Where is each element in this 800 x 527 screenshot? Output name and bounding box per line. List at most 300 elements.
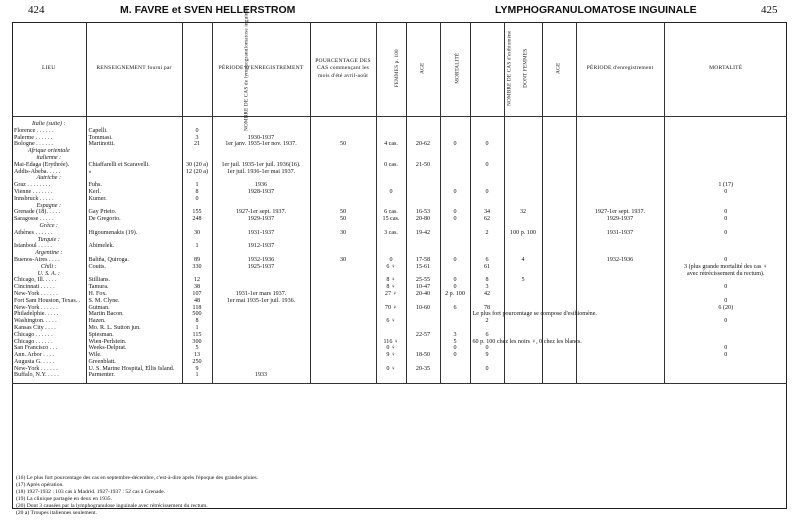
table-cell <box>470 237 504 244</box>
table-cell: Wile. <box>86 352 182 359</box>
table-cell: 0 <box>664 230 787 237</box>
table-cell: 0 <box>664 284 787 291</box>
table-cell <box>376 325 406 332</box>
table-cell: 118 <box>182 305 212 312</box>
table-cell: Grenade (18). . . . . <box>14 209 61 216</box>
col-header: MORTALITÉ <box>664 22 787 117</box>
table-cell: 9 ♀ <box>376 352 406 359</box>
table-cell <box>406 169 440 176</box>
table-cell <box>504 352 542 359</box>
table-cell <box>470 169 504 176</box>
table-cell <box>310 237 376 244</box>
table-cell: Buenos-Aires . . . . <box>14 256 60 263</box>
table-cell <box>440 121 470 128</box>
table-cell <box>576 243 664 250</box>
table-cell: Martin Bacon. <box>86 311 182 318</box>
table-cell <box>504 203 542 210</box>
table-cell <box>86 237 182 244</box>
table-cell: S. M. Clyne. <box>86 298 182 305</box>
table-cell: Innsbruck . . . . . <box>14 195 54 202</box>
col-header: LIEU <box>12 22 86 117</box>
table-cell <box>406 243 440 250</box>
table-cell: 0 <box>664 318 787 325</box>
table-cell <box>406 175 440 182</box>
table-row <box>12 298 787 305</box>
table-cell: Stillians. <box>86 277 182 284</box>
table-cell: 0 <box>470 141 504 148</box>
table-cell <box>504 291 542 298</box>
table-cell <box>212 155 310 162</box>
table-body <box>12 117 787 384</box>
table-row <box>12 352 787 359</box>
table-cell <box>406 359 440 366</box>
table-cell: 1931-1937 <box>576 230 664 237</box>
table-cell <box>376 359 406 366</box>
table-cell: De Gregorio. <box>86 216 182 223</box>
table-cell: 1933 <box>212 372 310 379</box>
table-cell <box>504 182 542 189</box>
table-cell: 60 p. 100 chez les noirs ♀, 0 chez les blancs. <box>470 339 504 346</box>
table-cell: avec rétrécissement du rectum). <box>664 271 787 278</box>
table-cell <box>406 121 440 128</box>
table-cell <box>440 359 470 366</box>
table-cell: 27 ♀ <box>376 291 406 298</box>
table-cell <box>576 237 664 244</box>
table-cell: Argentine : <box>35 250 63 257</box>
table-cell: Italie (suite) : <box>31 121 66 127</box>
table-cell: 8 <box>470 277 504 284</box>
table-cell <box>542 237 576 244</box>
table-cell <box>310 223 376 230</box>
section-row <box>12 271 787 278</box>
table-cell: 0 <box>440 209 470 216</box>
table-cell: Chiaffarelli et Scaravelli. <box>86 162 182 169</box>
table-cell <box>310 284 376 291</box>
table-cell <box>470 128 504 135</box>
table-cell: 12 <box>182 277 212 284</box>
table-cell <box>542 223 576 230</box>
table-cell <box>576 141 664 148</box>
table-cell <box>542 175 576 182</box>
table-cell: 21 <box>182 141 212 148</box>
table-cell <box>310 325 376 332</box>
table-cell: 0 <box>440 189 470 196</box>
table-cell: 250 <box>182 359 212 366</box>
table-cell: 0 <box>664 209 787 216</box>
table-cell <box>212 271 310 278</box>
table-cell <box>542 372 576 379</box>
table-cell <box>576 284 664 291</box>
table-cell: Augusta G. . . . . <box>14 358 54 365</box>
table-cell <box>664 291 787 298</box>
table-cell <box>406 182 440 189</box>
table-row <box>12 243 787 250</box>
table-cell: 32 <box>504 209 542 216</box>
table-cell <box>406 189 440 196</box>
table-row <box>12 169 787 176</box>
table-cell <box>182 175 212 182</box>
table-cell <box>576 352 664 359</box>
table-cell <box>376 372 406 379</box>
table-cell <box>504 332 542 339</box>
table-cell <box>542 291 576 298</box>
table-cell <box>406 345 440 352</box>
table-cell: 248 <box>182 216 212 223</box>
table-cell: Kerl. <box>86 189 182 196</box>
table-cell <box>212 196 310 203</box>
table-cell <box>542 243 576 250</box>
table-cell <box>310 203 376 210</box>
table-cell <box>212 121 310 128</box>
table-cell: 6 <box>470 257 504 264</box>
table-cell <box>440 298 470 305</box>
table-cell <box>664 366 787 373</box>
table-cell <box>664 359 787 366</box>
table-cell <box>310 311 376 318</box>
table-cell: 6 (20) <box>664 305 787 312</box>
table-cell: 3 <box>470 284 504 291</box>
table-cell: 0 cas. <box>376 162 406 169</box>
table-cell <box>470 175 504 182</box>
table-cell: Espagne : <box>36 202 62 209</box>
table-cell: Kansas City . . . . <box>14 324 56 331</box>
table-cell <box>376 271 406 278</box>
table-cell <box>212 237 310 244</box>
table-cell <box>470 223 504 230</box>
table-cell: 4 <box>504 257 542 264</box>
table-cell <box>470 243 504 250</box>
table-cell <box>86 148 182 155</box>
table-cell: Istanboul . . . . . <box>14 243 52 250</box>
table-cell <box>212 223 310 230</box>
table-cell <box>406 155 440 162</box>
section-row <box>12 237 787 244</box>
table-cell <box>664 332 787 339</box>
section-row <box>12 121 787 128</box>
table-cell <box>504 196 542 203</box>
table-cell: 50 <box>310 216 376 223</box>
table-cell <box>664 250 787 257</box>
table-cell <box>310 345 376 352</box>
table-cell <box>504 135 542 142</box>
table-cell: Coutts. <box>86 264 182 271</box>
table-cell: 116 ♀ <box>376 339 406 346</box>
table-cell <box>504 366 542 373</box>
table-cell <box>470 271 504 278</box>
table-cell <box>406 203 440 210</box>
table-cell <box>542 135 576 142</box>
table-cell <box>440 223 470 230</box>
table-cell: Chicago, Ill. . . . . <box>14 277 57 284</box>
table-cell <box>440 175 470 182</box>
table-cell <box>376 196 406 203</box>
table-cell: 1936 <box>212 182 310 189</box>
table-cell <box>310 264 376 271</box>
table-cell <box>576 182 664 189</box>
col-header: NOMBRE DE CAS de lymphogranulomatose inguinale <box>182 22 212 117</box>
table-cell <box>504 121 542 128</box>
table-cell <box>576 339 664 346</box>
table-cell <box>212 339 310 346</box>
table-cell: 10-47 <box>406 284 440 291</box>
table-cell: 1 (17) <box>664 182 787 189</box>
table-row <box>12 305 787 312</box>
col-header: DONT FEMMES <box>504 22 542 117</box>
table-cell <box>664 277 787 284</box>
table-cell: 0 <box>664 345 787 352</box>
table-cell: 500 <box>182 311 212 318</box>
table-cell: Graz . . . . . . . . <box>14 182 51 189</box>
table-cell <box>542 359 576 366</box>
footnote: (20 a) Troupes italiennes seulement. <box>16 509 97 516</box>
table-cell <box>310 162 376 169</box>
table-cell <box>376 298 406 305</box>
table-cell <box>376 311 406 318</box>
table-cell: 4 cas. <box>376 141 406 148</box>
table-cell: 0 <box>440 257 470 264</box>
table-cell <box>86 155 182 162</box>
table-cell <box>542 203 576 210</box>
table-cell <box>310 339 376 346</box>
col-header: POURCENTAGE DES CAS commençant les mois d'été avril-août <box>310 22 376 117</box>
table-cell <box>542 209 576 216</box>
table-cell <box>504 141 542 148</box>
table-cell: Hazen. <box>86 318 182 325</box>
col-header: PÉRIODE D'ENREGISTREMENT <box>212 22 310 117</box>
table-cell: Mo. R. L. Sutton jun. <box>86 325 182 332</box>
table-cell <box>310 332 376 339</box>
table-cell: 0 <box>376 257 406 264</box>
table-cell: 30 (20 a) <box>182 162 212 169</box>
table-cell <box>542 121 576 128</box>
table-row <box>12 230 787 237</box>
table-cell <box>504 216 542 223</box>
section-row <box>12 148 787 155</box>
table-cell: 0 <box>664 189 787 196</box>
table-cell <box>310 175 376 182</box>
table-row <box>12 277 787 284</box>
table-cell: 1912-1937 <box>212 243 310 250</box>
table-cell: 5 <box>440 339 470 346</box>
table-cell <box>542 318 576 325</box>
table-cell <box>310 155 376 162</box>
table-cell <box>504 318 542 325</box>
table-cell: 100 p. 100 <box>504 230 542 237</box>
table-row <box>12 196 787 203</box>
table-cell: 1932-1936 <box>576 257 664 264</box>
table-cell: Addis-Abeba. . . . . <box>14 168 61 175</box>
table-cell <box>310 366 376 373</box>
table-cell <box>212 318 310 325</box>
table-cell <box>504 359 542 366</box>
table-cell: 0 <box>440 345 470 352</box>
table-cell: 0 <box>182 196 212 203</box>
table-cell <box>182 121 212 128</box>
footnote: (19) La clinique partagée en deux en 1935. <box>16 495 112 502</box>
table-cell <box>406 271 440 278</box>
table-cell <box>440 250 470 257</box>
table-cell: New-York . . . . . . <box>14 365 58 372</box>
table-cell <box>310 243 376 250</box>
table-cell <box>576 196 664 203</box>
table-cell <box>212 148 310 155</box>
table-cell: 5 <box>504 277 542 284</box>
table-cell: 34 <box>470 209 504 216</box>
table-cell <box>376 155 406 162</box>
table-row <box>12 372 787 379</box>
table-cell <box>664 148 787 155</box>
table-cell <box>470 298 504 305</box>
table-cell <box>664 155 787 162</box>
table-cell <box>576 366 664 373</box>
table-cell: 115 <box>182 332 212 339</box>
table-cell <box>406 325 440 332</box>
table-cell: 70 ♀ <box>376 305 406 312</box>
table-cell: Chicago . . . . . . <box>14 338 53 345</box>
table-cell: 0 <box>664 216 787 223</box>
table-cell: 1 <box>182 372 212 379</box>
table-cell <box>376 250 406 257</box>
table-cell: 0 <box>376 189 406 196</box>
table-cell <box>182 203 212 210</box>
table-cell <box>310 196 376 203</box>
section-row <box>12 264 787 271</box>
table-cell <box>310 135 376 142</box>
table-cell <box>504 155 542 162</box>
table-cell <box>440 237 470 244</box>
table-cell: 30 <box>310 257 376 264</box>
table-cell: 15-61 <box>406 264 440 271</box>
table-cell <box>664 243 787 250</box>
table-cell: 0 <box>664 257 787 264</box>
table-cell: Autriche : <box>36 175 62 182</box>
table-row <box>12 162 787 169</box>
table-cell <box>182 250 212 257</box>
table-cell <box>664 203 787 210</box>
table-cell: Higoumenakis (19). <box>86 230 182 237</box>
table-cell <box>664 223 787 230</box>
table-cell <box>504 372 542 379</box>
table-cell <box>406 223 440 230</box>
table-cell <box>470 359 504 366</box>
table-cell: 1925-1937 <box>212 264 310 271</box>
table-cell <box>212 325 310 332</box>
table-cell: 0 ♀ <box>376 345 406 352</box>
table-row <box>12 216 787 223</box>
table-cell: 20-62 <box>406 141 440 148</box>
table-cell: 30 <box>182 230 212 237</box>
footnote: (16) Le plus fort pourcentage des cas en septembre-décembre, c'est-à-dire après l'époque des grandes pluies. <box>16 475 259 481</box>
table-cell <box>504 237 542 244</box>
table-cell <box>542 148 576 155</box>
table-cell: U. S. Marine Hospital, Ellis Island. <box>86 366 182 373</box>
table-cell <box>310 298 376 305</box>
table-cell <box>576 291 664 298</box>
table-cell: Fuhs. <box>86 182 182 189</box>
table-cell: 20-80 <box>406 216 440 223</box>
table-cell: 107 <box>182 291 212 298</box>
table-cell <box>212 203 310 210</box>
table-row <box>12 182 787 189</box>
table-cell: 21-50 <box>406 162 440 169</box>
table-cell <box>576 128 664 135</box>
table-cell <box>576 148 664 155</box>
table-row <box>12 332 787 339</box>
table-cell: Bologne . . . . . . <box>14 141 53 148</box>
table-cell: 6 <box>440 305 470 312</box>
table-cell: 155 <box>182 209 212 216</box>
table-cell: 1932-1936 <box>212 257 310 264</box>
table-cell: New-York . . . . . . <box>14 304 58 311</box>
table-cell <box>504 223 542 230</box>
table-cell <box>542 332 576 339</box>
table-cell <box>440 148 470 155</box>
table-cell <box>310 148 376 155</box>
table-cell <box>470 155 504 162</box>
table-cell <box>542 141 576 148</box>
table-cell <box>212 277 310 284</box>
table-cell: 1927-1er sept. 1937. <box>576 209 664 216</box>
table-cell <box>406 250 440 257</box>
table-cell <box>470 121 504 128</box>
table-cell <box>440 318 470 325</box>
table-cell <box>310 169 376 176</box>
table-cell <box>542 345 576 352</box>
table-cell <box>504 345 542 352</box>
section-row <box>12 175 787 182</box>
table-cell <box>470 182 504 189</box>
table-cell <box>576 345 664 352</box>
table-cell <box>376 203 406 210</box>
table-cell <box>542 182 576 189</box>
table-cell <box>406 298 440 305</box>
col-header: PÉRIODE d'enregistrement <box>576 22 664 117</box>
table-cell: 48 <box>182 298 212 305</box>
table-cell: Saragosse . . . . . <box>14 216 54 223</box>
table-cell <box>440 230 470 237</box>
table-cell <box>440 325 470 332</box>
table-cell: Grèce : <box>39 222 58 229</box>
table-cell <box>212 359 310 366</box>
table-cell: Le plus fort pourcentage se compose d'esthiomène. <box>470 311 504 318</box>
table-cell: 3 cas. <box>376 230 406 237</box>
table-cell: 0 <box>440 141 470 148</box>
table-cell <box>664 169 787 176</box>
table-cell: 25-55 <box>406 277 440 284</box>
table-cell: 0 <box>664 298 787 305</box>
table-cell <box>440 264 470 271</box>
table-cell: Chili : <box>40 263 57 270</box>
table-cell: 0 <box>470 345 504 352</box>
table-cell: Gutman. <box>86 305 182 312</box>
table-cell: 0 <box>440 216 470 223</box>
table-cell: 1927-1er sept. 1937. <box>212 209 310 216</box>
table-cell <box>576 250 664 257</box>
section-row <box>12 203 787 210</box>
table-cell <box>376 175 406 182</box>
table-cell <box>212 345 310 352</box>
table-cell <box>542 352 576 359</box>
table-cell: 2 <box>470 318 504 325</box>
table-cell: 18-50 <box>406 352 440 359</box>
table-cell <box>542 284 576 291</box>
table-cell <box>86 203 182 210</box>
table-cell: 89 <box>182 257 212 264</box>
table-cell: 0 <box>470 189 504 196</box>
table-cell <box>504 148 542 155</box>
section-row <box>12 155 787 162</box>
table-cell <box>376 182 406 189</box>
